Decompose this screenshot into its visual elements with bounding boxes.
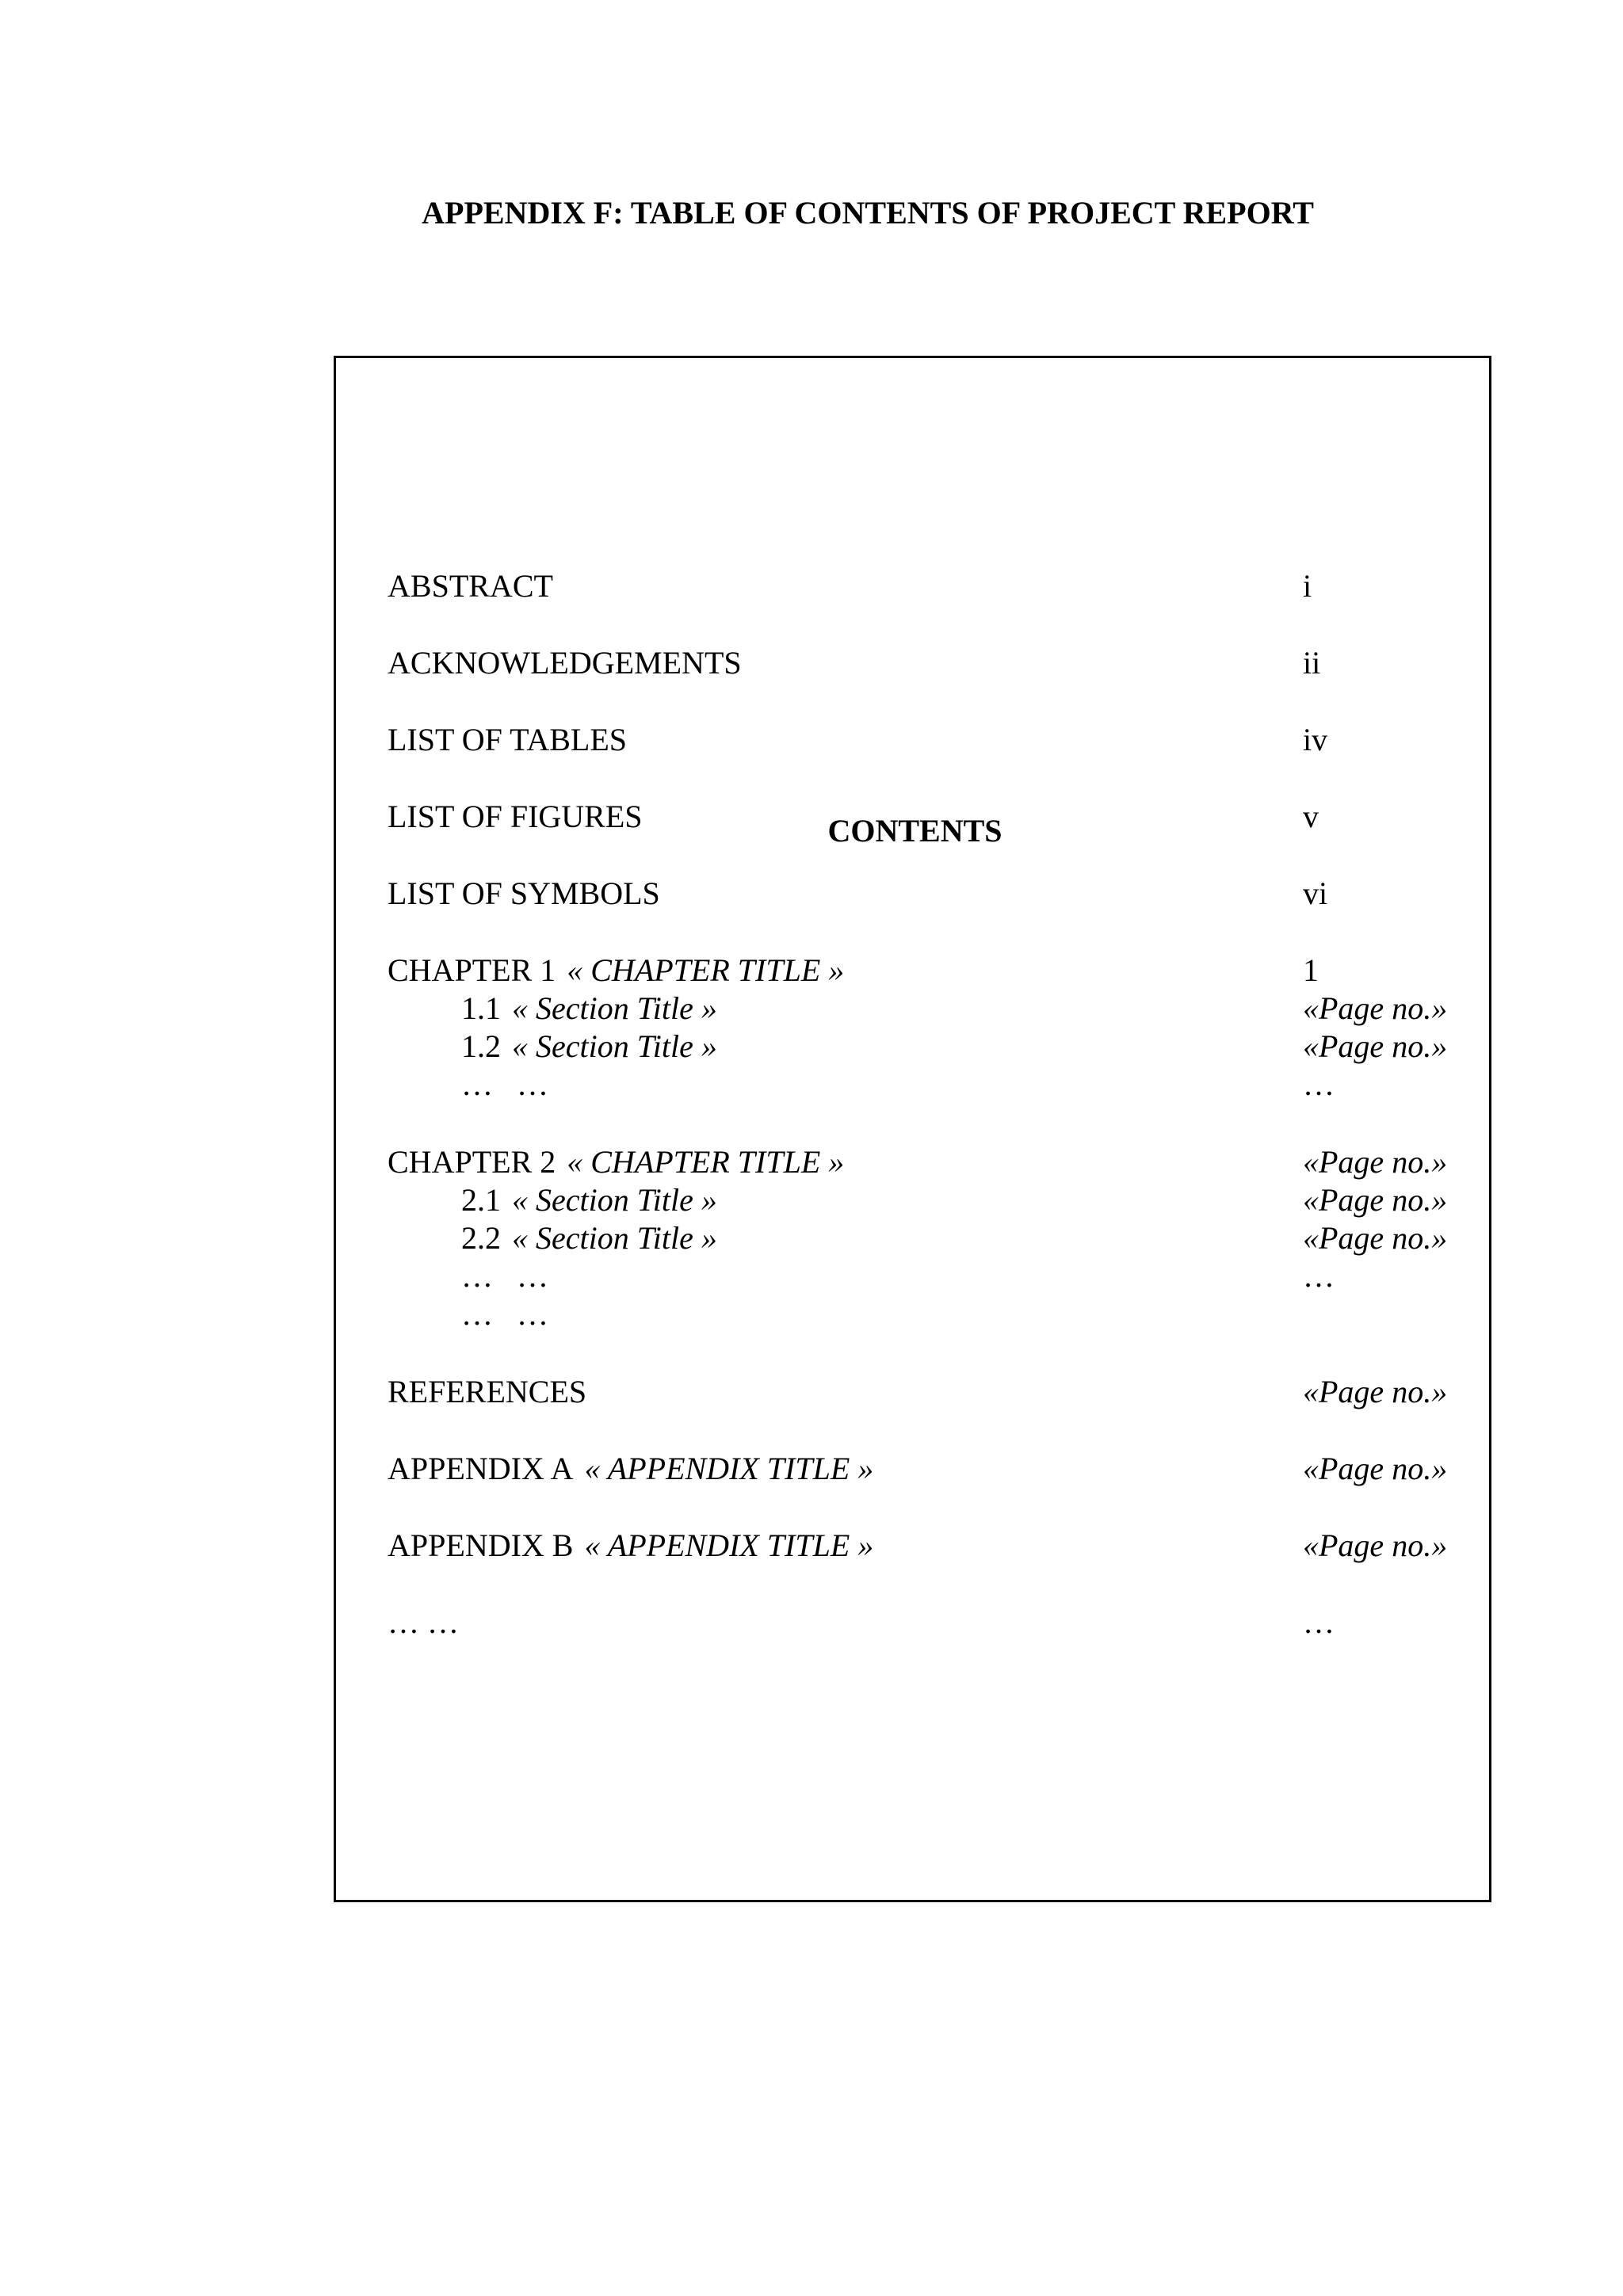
toc-appendix-number: APPENDIX A — [388, 1451, 574, 1486]
toc-entry-label: LIST OF TABLES — [388, 722, 628, 757]
toc-entry-page: i — [1303, 568, 1312, 604]
toc-entry-page — [1303, 1142, 1447, 1182]
toc-chapter-number: CHAPTER 1 — [388, 952, 556, 988]
toc-entry-references[interactable] — [0, 1372, 1623, 1412]
toc-entry-page: ii — [1303, 645, 1321, 681]
toc-entry-page-text: «Page no.» — [1303, 1527, 1448, 1563]
toc-section-title: « Section Title » — [512, 1182, 717, 1218]
toc-entry-list-of-tables[interactable] — [0, 720, 1623, 760]
toc-entry-list-of-figures[interactable] — [0, 797, 1623, 837]
toc-entry-page — [1303, 1372, 1447, 1412]
page-title: APPENDIX F: TABLE OF CONTENTS OF PROJECT REPORT — [422, 195, 1314, 231]
toc-section-title: « Section Title » — [512, 1220, 717, 1256]
toc-entry-page: vi — [1303, 875, 1328, 911]
toc-section-title: « Section Title » — [512, 1028, 717, 1064]
toc-ellipsis-label: … … — [461, 1258, 548, 1294]
toc-chapter-title: « CHAPTER TITLE » — [567, 952, 845, 988]
toc-entry-page: iv — [1303, 722, 1328, 757]
toc-ellipsis-label: … … — [461, 1066, 548, 1102]
toc-entry-section-2-1[interactable] — [0, 1180, 1623, 1220]
toc-entry-page-text: «Page no.» — [1303, 1220, 1448, 1256]
toc-entry-acknowledgements[interactable] — [0, 643, 1623, 683]
toc-entry-chapter-1[interactable] — [0, 951, 1623, 990]
toc-entry-ellipsis-3 — [0, 1295, 1623, 1334]
toc-ellipsis-label: … … — [461, 1296, 548, 1332]
toc-entry-page: … — [1303, 1258, 1335, 1294]
toc-entry-page: … — [1303, 1066, 1335, 1102]
toc-entry-page-text: «Page no.» — [1303, 1144, 1448, 1180]
toc-chapter-title: « CHAPTER TITLE » — [567, 1144, 845, 1180]
toc-section-label — [461, 1027, 717, 1066]
toc-entry-abstract[interactable] — [0, 566, 1623, 606]
toc-entry-ellipsis-4 — [0, 1603, 1623, 1642]
toc-entry-page: v — [1303, 799, 1319, 834]
toc-appendix-title: « APPENDIX TITLE » — [584, 1451, 874, 1486]
toc-appendix-label — [388, 1526, 873, 1566]
toc-entry-page-text: «Page no.» — [1303, 1028, 1448, 1064]
toc-entry-page — [1303, 1526, 1447, 1566]
toc-section-label — [461, 989, 717, 1028]
toc-entry-page — [1303, 989, 1447, 1028]
toc-entry-page — [1303, 1180, 1447, 1220]
toc-entry-appendix-b[interactable] — [0, 1526, 1623, 1566]
toc-section-label — [461, 1180, 717, 1220]
toc-chapter-label — [388, 1142, 844, 1182]
toc-appendix-title: « APPENDIX TITLE » — [584, 1527, 874, 1563]
toc-entry-label: REFERENCES — [388, 1374, 587, 1409]
toc-entry-label: LIST OF SYMBOLS — [388, 875, 660, 911]
toc-entry-section-2-2[interactable] — [0, 1219, 1623, 1258]
toc-section-number: 2.2 — [461, 1220, 501, 1256]
toc-section-number: 2.1 — [461, 1182, 501, 1218]
toc-entry-page-text: «Page no.» — [1303, 1182, 1448, 1218]
toc-section-number: 1.1 — [461, 990, 501, 1026]
toc-entry-ellipsis-1 — [0, 1065, 1623, 1104]
toc-entry-section-1-2[interactable] — [0, 1027, 1623, 1066]
toc-appendix-label — [388, 1449, 873, 1489]
toc-entry-page-text: «Page no.» — [1303, 1451, 1448, 1486]
toc-entry-page — [1303, 1027, 1447, 1066]
toc-entry-appendix-a[interactable] — [0, 1449, 1623, 1489]
toc-ellipsis-label: … … — [388, 1604, 459, 1640]
toc-entry-page — [1303, 1449, 1447, 1489]
toc-entry-page: 1 — [1303, 952, 1319, 988]
toc-entry-section-1-1[interactable] — [0, 989, 1623, 1028]
toc-chapter-label — [388, 951, 844, 990]
toc-entry-list-of-symbols[interactable] — [0, 874, 1623, 913]
toc-chapter-number: CHAPTER 2 — [388, 1144, 556, 1180]
toc-section-label — [461, 1219, 717, 1258]
toc-entry-ellipsis-2 — [0, 1257, 1623, 1296]
toc-entry-label: LIST OF FIGURES — [388, 799, 643, 834]
toc-section-title: « Section Title » — [512, 990, 717, 1026]
contents-heading: CONTENTS — [827, 813, 1002, 849]
toc-appendix-number: APPENDIX B — [388, 1527, 574, 1563]
toc-section-number: 1.2 — [461, 1028, 501, 1064]
toc-entry-label: ACKNOWLEDGEMENTS — [388, 645, 742, 681]
toc-entry-page: … — [1303, 1604, 1335, 1640]
toc-entry-label: ABSTRACT — [388, 568, 553, 604]
toc-entry-page-text: «Page no.» — [1303, 990, 1448, 1026]
toc-entry-page — [1303, 1219, 1447, 1258]
toc-entry-page-text: «Page no.» — [1303, 1374, 1448, 1409]
toc-entry-chapter-2[interactable] — [0, 1142, 1623, 1182]
